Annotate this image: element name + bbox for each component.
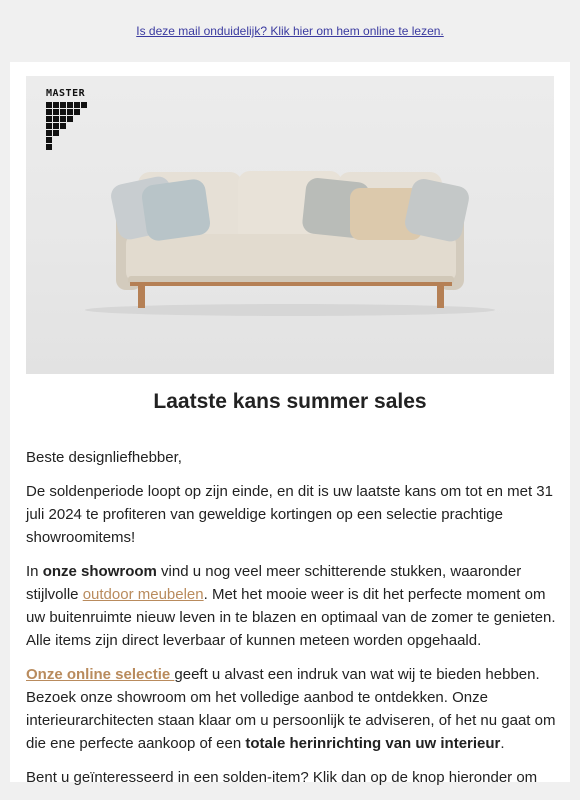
cta-paragraph: Bent u geïnteresseerd in een solden-item? Klik dan op de knop hieronder om [26, 769, 538, 786]
headline: Laatste kans summer sales [153, 390, 427, 413]
logo-text: MASTER [46, 88, 86, 99]
showroom-bold: onze showroom [42, 563, 157, 580]
email-body [26, 446, 556, 800]
outdoor-furniture-link[interactable]: outdoor meubelen [82, 586, 204, 603]
preheader [0, 0, 580, 62]
view-online-link[interactable]: Is deze mail onduidelijk? Klik hier om hem online te lezen. [136, 24, 444, 38]
greeting: Beste designliefhebber, [26, 449, 182, 466]
online-selection-paragraph: Onze online selectie geeft u alvast een indruk van wat wij te bieden hebben. Bezoek onze showroom om het volledige aanbod te ontdekken. Onze interieurarchitecten staan klaar om u persoonlijk te adviseren, of het nu gaat om die ene perfecte aankoop of een totale herinrichting van uw interieur. [26, 666, 556, 752]
hero-image[interactable] [26, 76, 554, 374]
intro-paragraph: De soldenperiode loopt op zijn einde, en dit is uw laatste kans om tot en met 31 juli 2024 te profiteren van geweldige kortingen op een selectie prachtige showroomitems! [26, 483, 553, 546]
interior-bold: totale herinrichting van uw interieur [245, 735, 501, 752]
email-card [10, 62, 570, 786]
online-selection-link[interactable]: Onze online selectie [26, 666, 175, 683]
sofa-illustration [26, 76, 554, 374]
showroom-paragraph: In onze showroom vind u nog veel meer schitterende stukken, waaronder stijlvolle outdoor meubelen. Met het mooie weer is dit het perfecte moment om uw buitenruimte nieuw leven in te blazen en optimaal van de zomer te genieten. Alle items zijn direct leverbaar of kunnen meteen worden opgehaald. [26, 563, 556, 649]
